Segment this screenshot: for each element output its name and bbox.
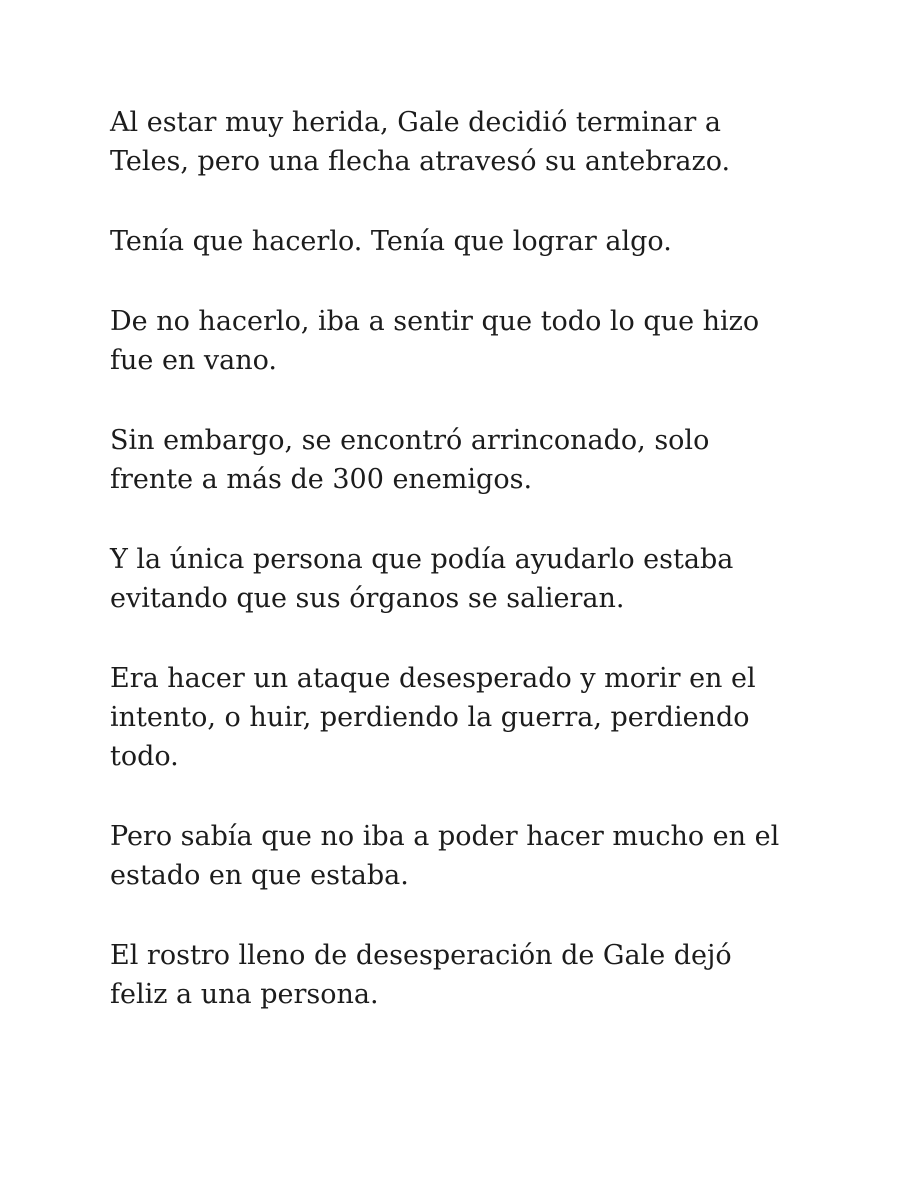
paragraph-8: El rostro lleno de desesperación de Gale dejó feliz a una persona. — [110, 940, 732, 1010]
paragraph-7: Pero sabía que no iba a poder hacer mucho en el estado en que estaba. — [110, 821, 780, 891]
paragraph-5: Y la única persona que podía ayudarlo estaba evitando que sus órganos se salieran. — [110, 544, 734, 614]
paragraph-6: Era hacer un ataque desesperado y morir en el intento, o huir, perdiendo la guerra, perdiendo todo. — [110, 663, 756, 772]
paragraph-3: De no hacerlo, iba a sentir que todo lo que hizo fue en vano. — [110, 306, 760, 376]
story-page — [110, 103, 810, 1055]
paragraph-2: Tenía que hacerlo. Tenía que lograr algo. — [110, 226, 672, 257]
paragraph-1: Al estar muy herida, Gale decidió terminar a Teles, pero una flecha atravesó su antebrazo. — [110, 107, 731, 177]
paragraph-4: Sin embargo, se encontró arrinconado, solo frente a más de 300 enemigos. — [110, 425, 710, 495]
